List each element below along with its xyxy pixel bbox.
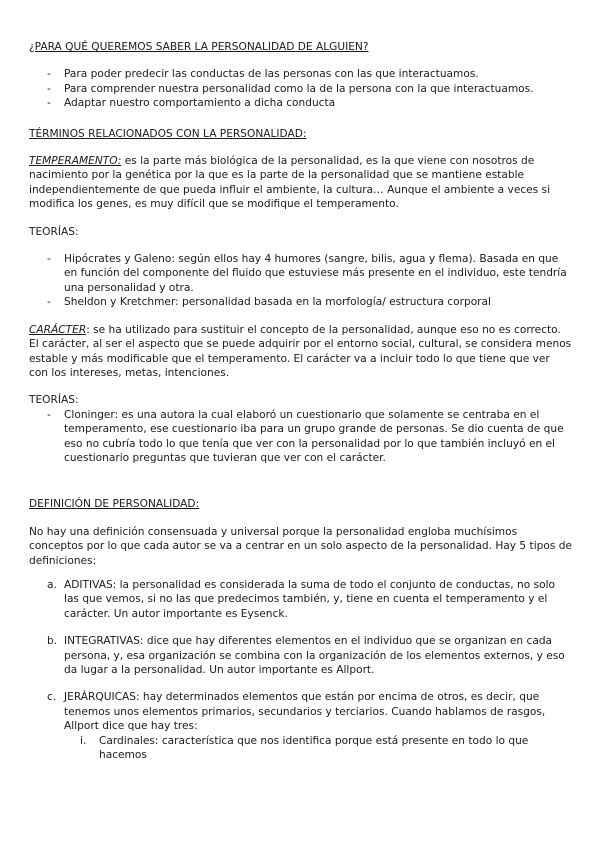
list-item-text: ADITIVAS: la personalidad es considerada la suma de todo el conjunto de conductas, no solo las que vemos, si no las que predecimos también, y, tiene en cuenta el temperamento y el carácter. Un autor importante es Eysenck.	[64, 578, 556, 620]
list-item	[29, 408, 572, 466]
list-item	[29, 295, 572, 309]
dash-bullet-icon: -	[47, 97, 51, 110]
theories-heading-1: TEORÍAS:	[29, 225, 79, 238]
temperament-term: TEMPERAMENTO:	[29, 155, 122, 168]
list-item-text: JERÁRQUICAS: hay determinados elementos que están por encima de otros, es decir, que tenemos unos elementos primarios, secundarios y terciarios. Cuando hablamos de rasgos, Allport dice que hay tres:	[64, 691, 546, 733]
list-item	[29, 252, 572, 295]
heading-terms: TÉRMINOS RELACIONADOS CON LA PERSONALIDAD:	[29, 127, 307, 140]
heading-definition: DEFINICIÓN DE PERSONALIDAD:	[29, 498, 200, 511]
list-item	[29, 634, 572, 677]
list-marker: i.	[80, 734, 87, 747]
definition-intro: No hay una definición consensuada y universal porque la personalidad engloba muchísimos conceptos por lo que cada autor se va a centrar en un solo aspecto de la personalidad. Hay 5 tipos de definiciones:	[29, 525, 572, 567]
list-item-text: Para poder predecir las conductas de las personas con las que interactuamos.	[64, 68, 479, 81]
character-text: : se ha utilizado para sustituir el concepto de la personalidad, aunque eso no es correcto. El carácter, al ser el aspecto que se puede adquirir por el entorno social, cultural, se considera menos estable y más modificable que el temperamento. El carácter va a incluir todo lo que tiene que ver con los intereses, metas, intenciones.	[29, 323, 572, 379]
list-item-text: Adaptar nuestro comportamiento a dicha conducta	[64, 97, 336, 110]
character-paragraph	[29, 323, 572, 381]
character-term: CARÁCTER	[29, 323, 87, 336]
temperament-text: es la parte más biológica de la personalidad, es la que viene con nosotros de nacimiento por la genética por la que es la parte de la personalidad que se mantiene estable independientemente de que pueda influir el ambiente, la cultura… Aunque el ambiente a veces si modifica los genes, es muy difícil que se modifique el temperamento.	[29, 155, 551, 211]
list-item	[29, 96, 572, 110]
list-marker: b.	[47, 635, 58, 648]
dash-bullet-icon: -	[47, 82, 51, 95]
list-item-text: Sheldon y Kretchmer: personalidad basada en la morfología/ estructura corporal	[64, 296, 491, 309]
why-list	[29, 67, 572, 110]
list-item	[29, 690, 572, 762]
list-marker: a.	[47, 578, 57, 591]
list-item-text: Hipócrates y Galeno: según ellos hay 4 humores (sangre, bilis, agua y flema). Basada en que en función del componente del fluido que estuviese más presente en el individuo, este tendría una personalidad y otra.	[64, 253, 567, 294]
list-item	[29, 67, 572, 81]
dash-bullet-icon: -	[47, 408, 51, 421]
dash-bullet-icon: -	[47, 296, 51, 309]
theories-heading-2: TEORÍAS:	[29, 394, 79, 407]
list-item	[29, 82, 572, 96]
list-item-text: Para comprender nuestra personalidad como la de la persona con la que interactuamos.	[64, 82, 534, 95]
list-marker: c.	[47, 691, 57, 704]
list-item	[64, 734, 572, 763]
theories-list-2	[29, 408, 572, 466]
heading-why: ¿PARA QUÉ QUEREMOS SABER LA PERSONALIDAD DE ALGUIEN?	[29, 41, 369, 53]
definition-types-list	[29, 578, 572, 762]
list-item-text: Cardinales: característica que nos identifica porque está presente en todo lo que hacemos	[99, 734, 529, 762]
dash-bullet-icon: -	[47, 68, 51, 81]
list-item	[29, 578, 572, 621]
temperament-paragraph	[29, 154, 572, 212]
traits-list	[64, 734, 572, 763]
list-item-text: INTEGRATIVAS: dice que hay diferentes elementos en el individuo que se organizan en cada persona, y, esa organización se combina con la organización de los elementos externos, y eso da lugar a la personalidad. Un autor importante es Allport.	[64, 635, 565, 676]
theories-list-1	[29, 252, 572, 310]
list-item-text: Cloninger: es una autora la cual elaboró un cuestionario que solamente se centraba en el temperamento, ese cuestionario iba para un grupo grande de personas. Se dio cuenta de que eso no cubría todo lo que tenía que ver con la personalidad por lo que también incluyó en el cuestionario preguntas que tuvieran que ver con el carácter.	[64, 408, 564, 464]
dash-bullet-icon: -	[47, 253, 51, 266]
